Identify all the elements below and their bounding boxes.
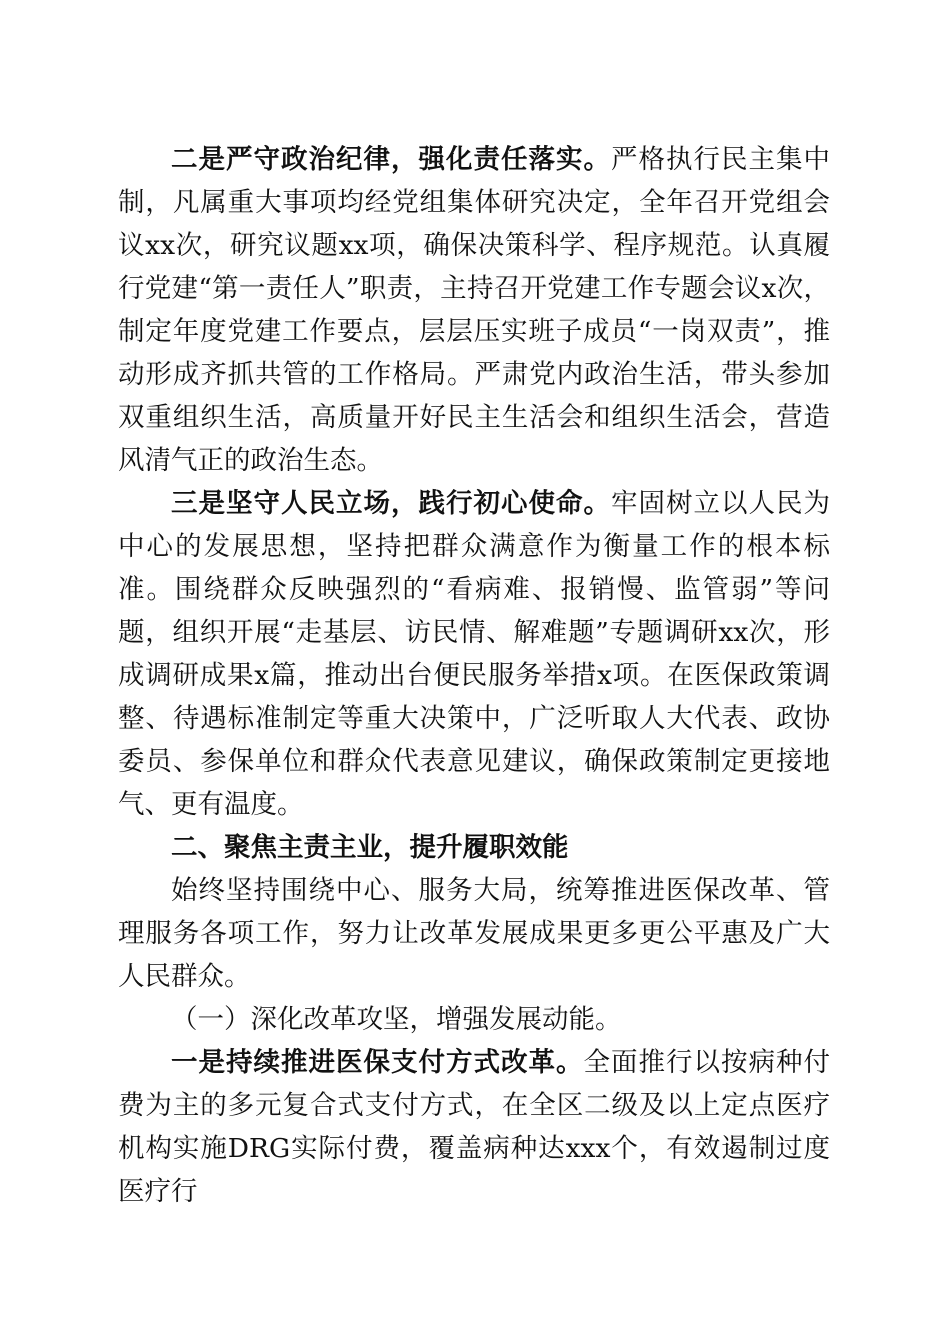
paragraph-lead: 二是严守政治纪律，强化责任落实。 [171, 144, 611, 175]
paragraph-lead: 一是持续推进医保支付方式改革。 [171, 1047, 584, 1078]
paragraph-text: 严格执行民主集中制，凡属重大事项均经党组集体研究决定，全年召开党组会议xx次，研究议题xx项，确保决策科学、程序规范。认真履行党建“第一责任人”职责，主持召开党建工作专题会议x次，制定年度党建工作要点，层层压实班子成员“一岗双责”，推动形成齐抓共管的工作格局。严肃党内政治生活，带头参加双重组织生活，高质量开好民主生活会和组织生活会，营造风清气正的政治生态。 [118, 144, 830, 476]
document-body [118, 138, 830, 1213]
paragraph-text: 全面推行以按病种付费为主的多元复合式支付方式，在全区二级及以上定点医疗机构实施DRG实际付费，覆盖病种达xxx个，有效遏制过度医疗行 [118, 1047, 830, 1207]
subsection-heading: （一）深化改革攻坚，增强发展动能。 [171, 1004, 622, 1035]
paragraph-people-stance [118, 482, 830, 826]
section-heading: 二、聚焦主责主业，提升履职效能 [171, 832, 569, 863]
section-intro: 始终坚持围绕中心、服务大局，统筹推进医保改革、管理服务各项工作，努力让改革发展成果更多更公平惠及广大人民群众。 [118, 875, 830, 992]
paragraph-lead: 三是坚守人民立场，践行初心使命。 [171, 488, 611, 519]
paragraph-payment-reform [118, 1041, 830, 1213]
paragraph-text: 牢固树立以人民为中心的发展思想，坚持把群众满意作为衡量工作的根本标准。围绕群众反映强烈的“看病难、报销慢、监管弱”等问题，组织开展“走基层、访民情、解难题”专题调研xx次，形成调研成果x篇，推动出台便民服务举措x项。在医保政策调整、待遇标准制定等重大决策中，广泛听取人大代表、政协委员、参保单位和群众代表意见建议，确保政策制定更接地气、更有温度。 [118, 488, 830, 820]
paragraph-political-discipline [118, 138, 830, 482]
